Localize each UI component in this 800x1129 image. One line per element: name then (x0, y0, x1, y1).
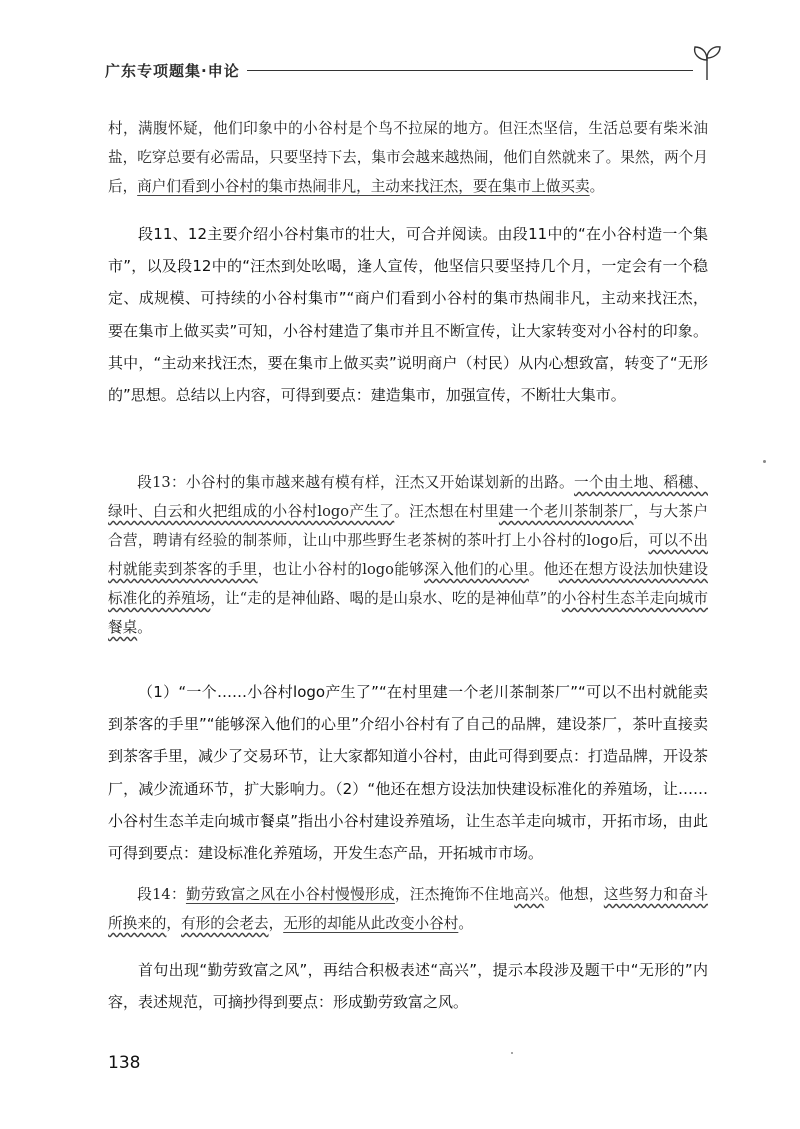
scan-speck (511, 1052, 513, 1054)
paragraph-source-13: 段13：小谷村的集市越来越有模有样，汪杰又开始谋划新的出路。一个由土地、稻穗、绿叶、白云和火把组成的小谷村logo产生了。汪杰想在村里建一个老川茶制茶厂，与大茶户合营，聘请有经验的制茶师，让山中那些野生老茶树的茶叶打上小谷村的logo后，可以不出村就能卖到茶客的手里，也让小谷村的logo能够深入他们的心里。他还在想方设法加快建设标准化的养殖场，让“走的是神仙路、喝的是山泉水、吃的是神仙草”的小谷村生态羊走向城市餐桌。 (108, 474, 708, 636)
underlined-text: 高兴 (514, 886, 545, 903)
underlined-text: 小谷村生态羊走向城市餐桌 (108, 590, 708, 636)
page-number: 138 (108, 1053, 141, 1073)
underlined-text: 深入他们的心里 (424, 561, 529, 578)
header-title: 广东专项题集·申论 (105, 62, 240, 80)
analysis-paragraph-13: （1）“一个……小谷村logo产生了”“在村里建一个老川茶制茶厂”“可以不出村就能卖到茶客的手里”“能够深入他们的心里”介绍小谷村有了自己的品牌，建设茶厂，茶叶直接卖到茶客手里，减少了交易环节，让大家都知道小谷村，由此可得到要点：打造品牌，开设茶厂，减少流通环节，扩大影响力。（2）“他还在想方设法加快建设标准化的养殖场，让……小谷村生态羊走向城市餐桌”指出小谷村建设养殖场，让生态羊走向城市，开拓市场，由此可得到要点：建设标准化养殖场，开发生态产品，开拓城市市场。 (108, 683, 709, 863)
underlined-text: 还在想方设法加快建设标准化的养殖场 (108, 561, 708, 607)
underlined-text: 这些努力和奋斗所换来的 (108, 886, 708, 932)
page-header (105, 50, 725, 90)
underlined-text: 勤劳致富之风在小谷村慢慢形成 (185, 886, 395, 903)
scan-speck (763, 460, 766, 463)
paragraph-source-11-12: 村，满腹怀疑，他们印象中的小谷村是个鸟不拉屎的地方。但汪杰坚信，生活总要有柴米油盐，吃穿总要有必需品，只要坚持下去，集市会越来越热闹，他们自然就来了。果然，两个月后，商户们看到小谷村的集市热闹非凡，主动来找汪杰，要在集市上做买卖。 (108, 120, 708, 195)
underlined-text: 无形的却能从此改变小谷村 (283, 915, 459, 932)
underlined-text: 一个由土地、稻穗、绿叶、白云和火把组成的小谷村logo产生了 (108, 474, 708, 520)
underlined-text: 可以不出村就能卖到茶客的手里 (108, 532, 708, 578)
underlined-text: 有形的会老去 (181, 915, 269, 932)
underlined-text: 建一个老川茶制茶厂 (498, 503, 634, 520)
analysis-paragraph-11-12: 段11、12主要介绍小谷村集市的壮大，可合并阅读。由段11中的“在小谷村造一个集市”，以及段12中的“汪杰到处吆喝，逢人宣传，他坚信只要坚持几个月，一定会有一个稳定、成规模、可持续的小谷村集市”“商户们看到小谷村的集市热闹非凡，主动来找汪杰，要在集市上做买卖”可知，小谷村建造了集市并且不断宣传，让大家转变对小谷村的印象。其中，“主动来找汪杰，要在集市上做买卖”说明商户（村民）从内心想致富，转变了“无形的”思想。总结以上内容，可得到要点：建造集市，加强宣传，不断壮大集市。 (108, 225, 708, 405)
underlined-text: 商户们看到小谷村的集市热闹非凡，主动来找汪杰，要在集市上做买卖 (137, 178, 590, 195)
header-rule (247, 70, 693, 71)
analysis-paragraph-14: 首句出现“勤劳致富之风”，再结合积极表述“高兴”，提示本段涉及题干中“无形的”内容，表述规范，可摘抄得到要点：形成勤劳致富之风。 (108, 961, 708, 1012)
sprout-icon (689, 42, 725, 82)
paragraph-source-14: 段14：勤劳致富之风在小谷村慢慢形成，汪杰掩饰不住地高兴。他想，这些努力和奋斗所换来的，有形的会老去，无形的却能从此改变小谷村。 (108, 886, 708, 932)
